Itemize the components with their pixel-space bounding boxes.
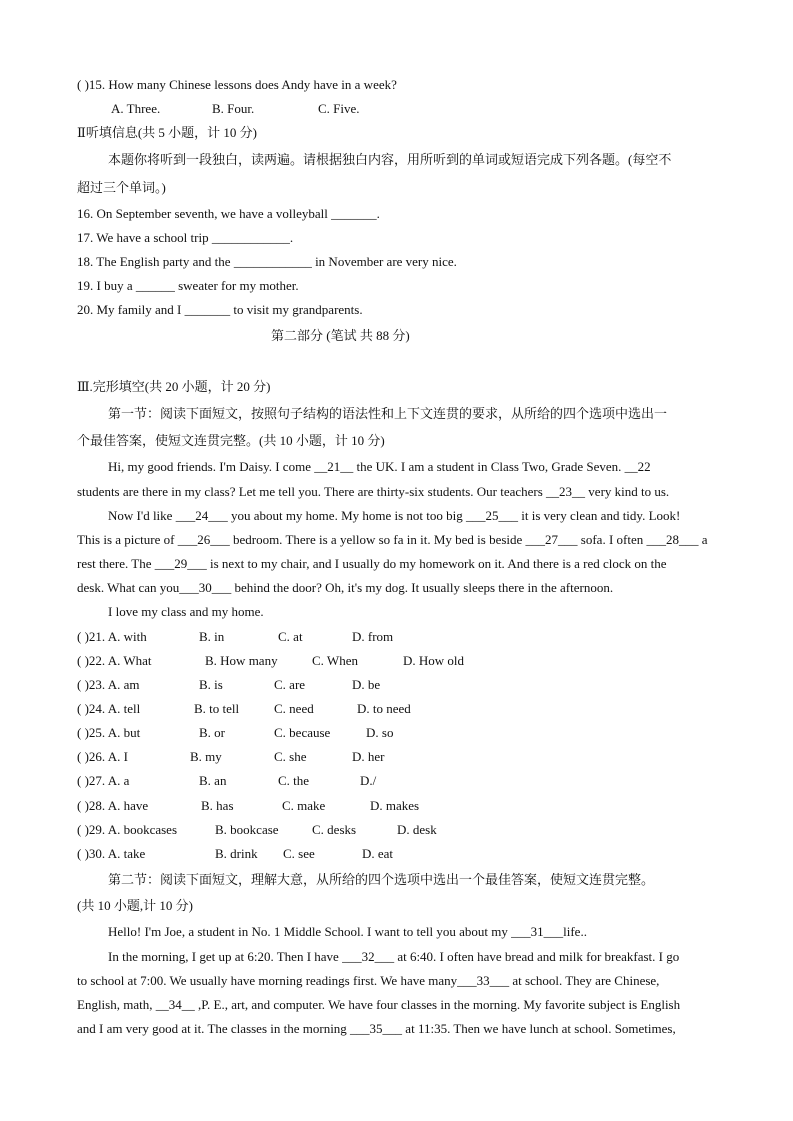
passage-1-line-6: desk. What can you___30___ behind the door? Oh, it's my dog. It usually sleeps there in the afternoon. [77,580,614,595]
option-23c: C. are [274,677,306,692]
passage-1-line-5: rest there. The ___29___ is next to my chair, and I usually do my homework on it. And there is a red clock on the [77,556,667,571]
section-3-part2-instruction-1: 第二节：阅读下面短文，理解大意，从所给的四个选项中选出一个最佳答案，使短文连贯完整。 [108,872,655,887]
option-24c: C. need [274,701,314,716]
option-row-30: ( )30. A. take [77,846,146,861]
section-3-part2-instruction-2: (共 10 小题,计 10 分) [77,898,193,913]
option-row-26: ( )26. A. I [77,749,128,764]
option-25c: C. because [274,725,331,740]
option-row-28: ( )28. A. have [77,798,149,813]
option-row-21: ( )21. A. with [77,629,147,644]
option-21b: B. in [199,629,225,644]
option-30d: D. eat [362,846,394,861]
option-row-25: ( )25. A. but [77,725,141,740]
section-3-title: Ⅲ.完形填空(共 20 小题，计 20 分) [77,379,271,394]
option-22b: B. How many [205,653,278,668]
passage-2-line-3: to school at 7:00. We usually have morning readings first. We have many___33___ at school. They are Chinese, [77,973,660,988]
option-30b: B. drink [215,846,258,861]
option-25d: D. so [366,725,394,740]
option-24b: B. to tell [194,701,240,716]
option-15a: A. Three. [111,101,161,116]
part-2-heading: 第二部分 (笔试 共 88 分) [271,328,410,343]
section-2-instruction-1: 本题你将听到一段独白，读两遍。请根据独白内容，用所听到的单词或短语完成下列各题。(每空不 [108,152,672,167]
option-22c: C. When [312,653,358,668]
option-row-24: ( )24. A. tell [77,701,141,716]
option-21c: C. at [278,629,303,644]
option-21d: D. from [352,629,394,644]
option-26c: C. she [274,749,307,764]
option-27d: D./ [360,773,377,788]
item-18: 18. The English party and the ____________ in November are very nice. [77,254,457,269]
section-2-instruction-2: 超过三个单词。) [77,180,166,195]
passage-1-line-7: I love my class and my home. [108,604,264,619]
section-2-title: Ⅱ听填信息(共 5 小题，计 10 分) [77,125,257,140]
option-26d: D. her [352,749,385,764]
question-15: ( )15. How many Chinese lessons does Andy have in a week? [77,77,397,92]
option-15c: C. Five. [318,101,360,116]
option-23b: B. is [199,677,223,692]
option-15b: B. Four. [212,101,255,116]
option-29b: B. bookcase [215,822,279,837]
option-row-27: ( )27. A. a [77,773,130,788]
passage-1-line-3: Now I'd like ___24___ you about my home. My home is not too big ___25___ it is very clean and tidy. Look! [108,508,681,523]
passage-2-line-5: and I am very good at it. The classes in the morning ___35___ at 11:35. Then we have lunch at school. Sometimes, [77,1021,676,1036]
passage-1-line-4: This is a picture of ___26___ bedroom. There is a yellow so fa in it. My bed is beside ___27___ sofa. I often ___28___ a [77,532,708,547]
option-26b: B. my [190,749,222,764]
option-28c: C. make [282,798,326,813]
item-19: 19. I buy a ______ sweater for my mother. [77,278,299,293]
section-3-part1-instruction-2: 个最佳答案，使短文连贯完整。(共 10 小题，计 10 分) [77,433,385,448]
passage-2-line-4: English, math, __34__ ,P. E., art, and computer. We have four classes in the morning. My favorite subject is English [77,997,681,1012]
option-row-23: ( )23. A. am [77,677,140,692]
option-23d: D. be [352,677,381,692]
option-29c: C. desks [312,822,357,837]
option-29d: D. desk [397,822,437,837]
option-24d: D. to need [357,701,411,716]
passage-1-line-2: students are there in my class? Let me tell you. There are thirty-six students. Our teachers __23__ very kind to us. [77,484,670,499]
item-20: 20. My family and I _______ to visit my grandparents. [77,302,363,317]
option-row-29: ( )29. A. bookcases [77,822,178,837]
option-30c: C. see [283,846,315,861]
option-25b: B. or [199,725,225,740]
option-28d: D. makes [370,798,420,813]
option-28b: B. has [201,798,234,813]
passage-2-line-2: In the morning, I get up at 6:20. Then I have ___32___ at 6:40. I often have bread and milk for breakfast. I go [108,949,680,964]
option-27b: B. an [199,773,227,788]
item-16: 16. On September seventh, we have a volleyball _______. [77,206,380,221]
option-27c: C. the [278,773,310,788]
section-3-part1-instruction-1: 第一节：阅读下面短文，按照句子结构的语法性和上下文连贯的要求，从所给的四个选项中选出一 [108,406,668,421]
passage-1-line-1: Hi, my good friends. I'm Daisy. I come __21__ the UK. I am a student in Class Two, Grade Seven. __22 [108,459,651,474]
item-17: 17. We have a school trip ____________. [77,230,294,245]
option-22d: D. How old [403,653,465,668]
passage-2-line-1: Hello! I'm Joe, a student in No. 1 Middle School. I want to tell you about my ___31___life.. [108,924,587,939]
option-row-22: ( )22. A. What [77,653,152,668]
